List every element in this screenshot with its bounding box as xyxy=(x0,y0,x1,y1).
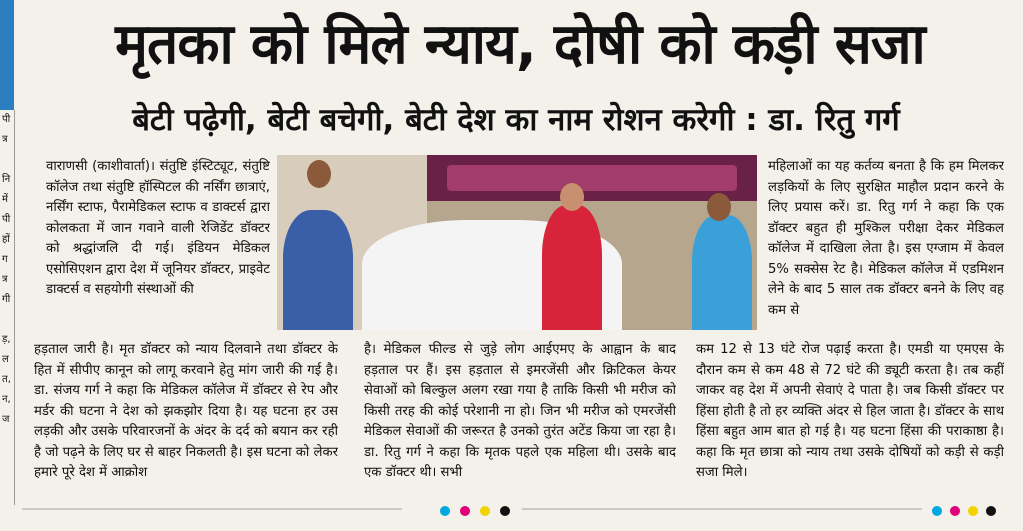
left-strip-fragment: ड़, xyxy=(2,334,11,345)
photo-person-head xyxy=(707,193,731,221)
color-dot-cyan xyxy=(440,506,450,516)
left-column-strip xyxy=(0,110,15,505)
left-strip-fragment: पी xyxy=(2,214,11,225)
photo-person-head xyxy=(560,183,584,211)
photo-banner-panel xyxy=(447,165,737,191)
photo-person-red xyxy=(542,205,602,330)
color-dot-yellow xyxy=(968,506,978,516)
color-dot-magenta xyxy=(460,506,470,516)
color-dot-magenta xyxy=(950,506,960,516)
left-strip-fragment: त्र xyxy=(2,274,8,285)
headline: मृतका को मिले न्याय, दोषी को कड़ी सजा xyxy=(115,12,925,77)
column-3-bottom: कम 12 से 13 घंटे रोज पढ़ाई करता है। एमडी या एमएस के दौरान कम से कम 48 से 72 घंटे की ड्यूटी करता है। तब कहीं जाकर वह देश में अपनी सेवाएं दे पाता है। जब किसी डॉक्टर पर हिंसा होती है तो हर व्यक्ति अंदर से हिल जाता है। डॉक्टर के साथ हिंसा बहुत आम बात हो गई है। यह घटना हिंसा की पराकाष्ठा है। कहा कि मृत छात्रा को न्याय तथा उसके दोषियों को कड़ी से कड़ी सजा मिले। xyxy=(696,342,1004,480)
left-strip-fragment xyxy=(0,150,14,170)
news-photo xyxy=(277,155,757,330)
color-dot-cyan xyxy=(932,506,942,516)
subheadline: बेटी पढ़ेगी, बेटी बचेगी, बेटी देश का नाम रोशन करेगी : डा. रितु गर्ग xyxy=(132,102,900,138)
color-dot-black xyxy=(500,506,510,516)
left-strip-fragment: हों xyxy=(2,234,10,245)
left-strip-fragment: नि xyxy=(2,174,11,185)
left-blue-bar xyxy=(0,0,14,110)
left-strip-fragment: ल xyxy=(2,354,9,365)
left-strip-fragment: ज xyxy=(2,414,10,425)
left-strip-fragment: त, xyxy=(2,374,11,385)
left-strip-fragment: न, xyxy=(2,394,11,405)
left-strip-fragment: ग xyxy=(2,254,8,265)
bottom-rule-left xyxy=(22,508,402,510)
color-dot-yellow xyxy=(480,506,490,516)
color-dot-black xyxy=(986,506,996,516)
left-strip-fragment: गी xyxy=(2,294,11,305)
left-strip-fragment xyxy=(0,310,14,330)
photo-person-man xyxy=(283,210,353,330)
bottom-print-marks xyxy=(22,506,1002,512)
column-2: है। मेडिकल फील्ड से जुड़े लोग आईएमए के आह्वान के बाद हड़ताल पर हैं। इस हड़ताल से इमरजेंसी और क्रिटिकल केयर सेवाओं को बिल्कुल अलग रखा गया है ताकि किसी भी मरीज को किसी तरह की कोई परेशानी ना हो। जिन भी मरीज को एमरजेंसी मेडिकल सेवाओं की जरूरत है उनको तुरंत अटेंड किया जा रहा है। डा. रितु गर्ग ने कहा कि मृतक पहले एक महिला थी। उसके बाद एक डॉक्टर थी। सभी xyxy=(364,342,676,480)
left-strip-fragment: पी xyxy=(2,114,11,125)
column-3-top: महिलाओं का यह कर्तव्य बनता है कि हम मिलकर लड़कियों के लिए सुरक्षित माहौल प्रदान करने के लिए प्रयास करें। डा. रितु गर्ग ने कहा कि एक डॉक्टर बहुत ही मुश्किल परीक्षा देकर मेडिकल कॉलेज में दाखिला लेता है। इस एग्जाम में केवल 5% सक्सेस रेट है। मेडिकल कॉलेज में एडमिशन लेने के बाद 5 साल तक डॉक्टर बनने के लिए वह कम से xyxy=(768,159,1004,318)
bottom-rule-right xyxy=(522,508,922,510)
photo-person-blue xyxy=(692,215,752,330)
photo-person-head xyxy=(307,160,331,188)
column-1-bottom: हड़ताल जारी है। मृत डॉक्टर को न्याय दिलवाने तथा डॉक्टर के हित में सीपीए कानून को लागू करवाने हेतु मांग जारी की गई है। डा. संजय गर्ग ने कहा कि मेडिकल कॉलेज में डॉक्टर से रेप और मर्डर की घटना ने देश को झकझोर दिया है। यह घटना हर उस लड़की और उसके परिवारजनों के अंदर के दर्द को बयान कर रही है जो पढ़ने के लिए घर से बाहर निकलती है। इस घटना को लेकर हमारे पूरे देश में आक्रोश xyxy=(34,342,338,480)
column-1-top: वाराणसी (काशीवार्ता)। संतुष्टि इंस्टिट्यूट, संतुष्टि कॉलेज तथा संतुष्टि हॉस्पिटल की नर्सिंग छात्राएं, नर्सिंग स्टाफ, पैरामेडिकल स्टाफ व डाक्टर्स द्वारा कोलकता में जान गवाने वाली रेजिडेंट डॉक्टर को श्रद्धांजलि दी गई। इंडियन मेडिकल एसोसिएशन द्वारा देश में जूनियर डॉक्टर, प्राइवेट डाक्टर्स व सहयोगी संस्थाओं की xyxy=(46,159,270,297)
left-strip-fragment: में xyxy=(2,194,8,205)
left-strip-fragment: त्र xyxy=(2,134,8,145)
photo-banner xyxy=(427,155,757,201)
